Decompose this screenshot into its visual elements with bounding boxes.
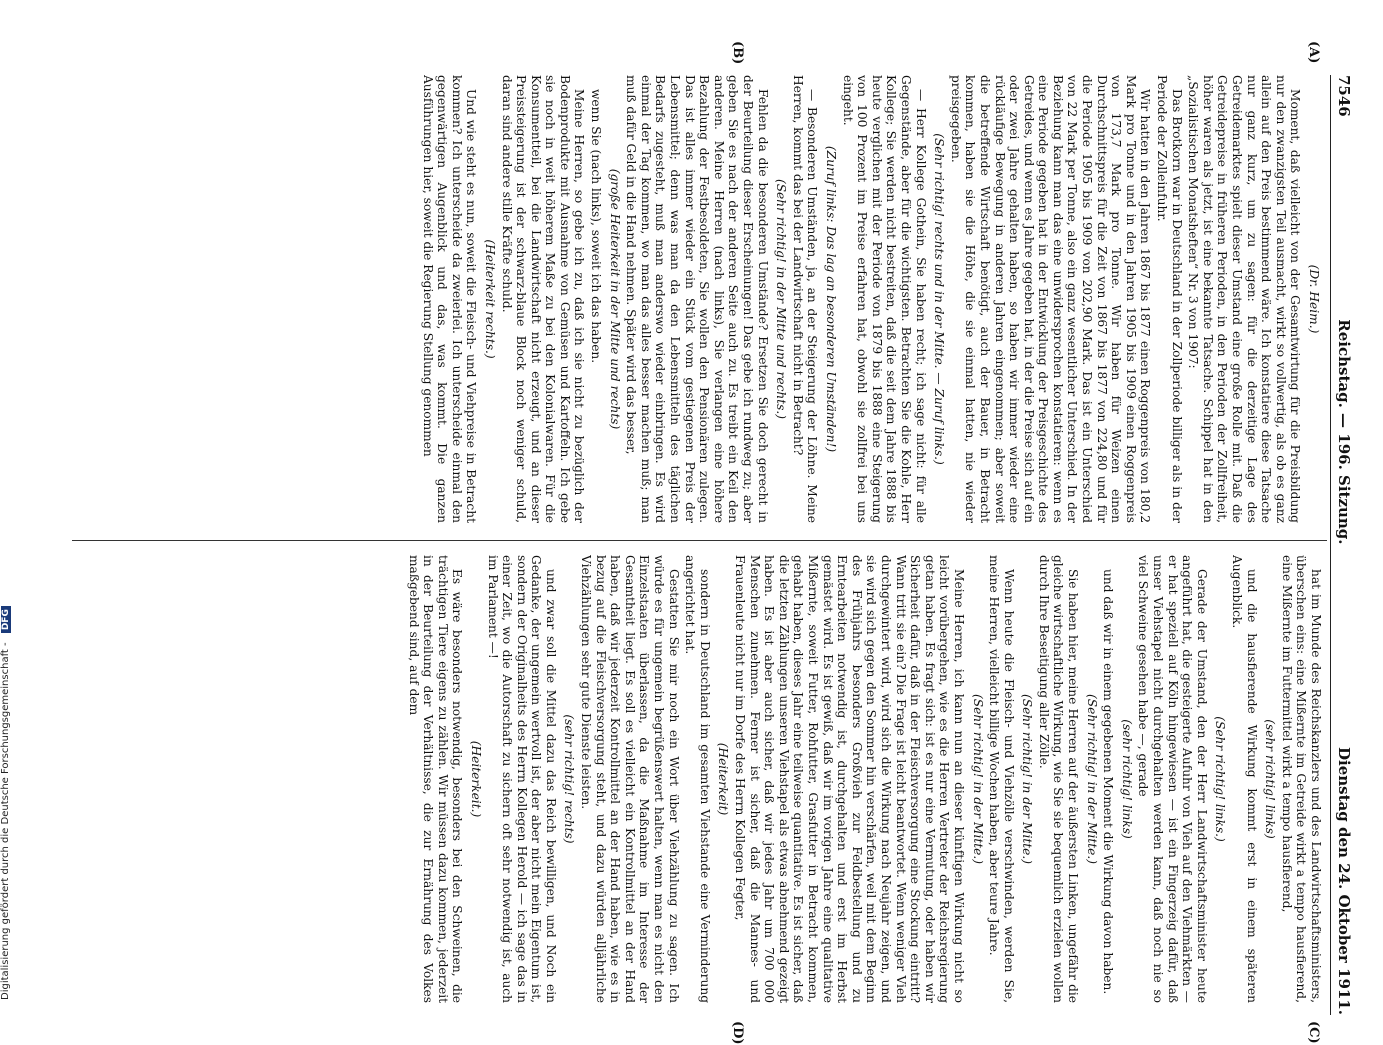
interjection: (Sehr richtig! in der Mitte.) (970, 694, 985, 864)
dfg-logo: DFG (1, 606, 11, 633)
interjection: (sehr richtig! rechts) (562, 714, 577, 844)
paragraph: und die hausfierende Wirkung kommt erst in einem späteren Augenblick. (1230, 555, 1259, 1003)
margin-letter-c: (C) (1306, 1021, 1321, 1044)
interjection: (Zuruf links: Das lag an besonderen Umständen!) (824, 145, 838, 453)
paragraph: sondern in Deutschland im gesamten Viehstande eine Verminderung angerichtet hat. (683, 555, 712, 1003)
paragraph: Meine Herren, ich kann nun an dieser künftigen Wirkung nicht so leicht vorübergehen, wie es die Herren Vertreter der Reichsregierung getan haben. Es fragt sich: ist es nur eine Vermutung, oder haben wir Sicherheit dafür, daß in der Fleischversorgung eine Stockung eintritt? Wann tritt sie ein? Die Frage ist leicht beantwortet. Wenn weniger Vieh durchgewintert wird, wird sich die Wirkung nach Neujahr zeigen, und sie wird sich gegen den Sommer hin verschärfen, weil mit dem Beginn des Frühjahrs besonders Großvieh zur Feldbestellung und zu Erntearbeiten notwendig ist, durchgehalten und erst im Herbst gemästet wird. Es ist gewiß, daß wir im vorigen Jahre eine qualitative Mißernte, soweit Futter, Rohfutter, Grasfutter in Betracht kommen, gehabt haben, dieses Jahr eine teilweise quantitative. Es ist sicher, daß die letzten Zählungen unseren Viehstapel als etwas abnehmend gezeigt haben. Es ist aber auch sicher, daß wir jedes Jahr um 700 000 Menschen zunehmen. Ferner ist sicher, daß die Mannes- und Frauenleute nicht nur im Dorfe des Herrn Kollegen Fegter, (733, 555, 966, 1003)
column-divider (72, 540, 1327, 541)
paragraph: Das Brotkorn war in Deutschland in der Zollperiode billiger als in der Periode der Zolleinfuhr. (1155, 75, 1184, 523)
paragraph: Sie haben hier, meine Herren auf der äußersten Linken, ungefähr die gleiche wirtschaftliche Wirkung, wie Sie sie bequemlich erzielen wollen durch Ihre Beseitigung aller Zölle. (1036, 555, 1081, 1003)
paragraph: und daß wir in einem gegebenen Moment die Wirkung davon haben. (1101, 569, 1116, 995)
paragraph: — Besonderen Umständen, ja, an der Steigerung der Löhne. Meine Herren, kommt das bei der Landwirtschaft nicht in Betracht? (790, 75, 820, 523)
interjection: (Heiterkeit.) (468, 740, 483, 818)
digitization-credit (0, 0, 11, 1000)
page-header (1330, 75, 1357, 1015)
interjection: (Heiterkeit rechts.) (482, 239, 497, 359)
interjection: (Sehr richtig! in der Mitte.) (1084, 694, 1099, 864)
credit-text: Digitalisierung gefördert durch die Deutsche Forschungsgemeinschaft - (0, 642, 11, 1000)
paragraph: — Herr Kollege Gothein, Sie haben recht; ich sage nicht: für alle Gegenstände, aber für die wichtigsten. Betrachten Sie die Kohle, Herr Kollege; Sie werden nicht bestreiten, daß die seit dem Jahre 1888 bis heute verglichen mit der Periode von 1879 bis 1888 eine Steigerung von 100 Prozent im Preise erfahren hat, obwohl sie zollfrei bei uns eingeht. (840, 75, 928, 523)
rotated-page (67, 41, 1357, 1045)
interjection: (Sehr richtig! in der Mitte und rechts.) (774, 178, 789, 420)
paragraph: hat im Munde des Reichskanzlers und des Landwirtschaftsministers, überschen eins: eine Mißernte im Getreide wirkt a tempo hausfierend, eine Mißernte im Futtermittel wirkt a tempo hausfierend, (1279, 555, 1323, 1003)
interjection: (Sehr richtig! links.) (1213, 716, 1228, 842)
speaker-label: (Dr. Heim.) (1307, 264, 1321, 334)
paragraph: und zwar soll die Mittel dazu das Reich bewilligen, und Noch ein Gedanke, der ungemein wertvoll ist, der aber nicht mein Eigentum ist, sondern der Originalheits des Herrn Kollegen Herold — ich sage das in einer Zeit, wo die Autorschaft zu sichern oft sehr notwendig ist, auch im Parlament —! (485, 555, 558, 1003)
right-column (73, 555, 1323, 1003)
paragraph: Wir hatten in den Jahren 1867 bis 1877 einen Roggenpreis von 180,2 Mark pro Tonne und in den Jahren 1905 bis 1909 einen Roggenpreis von 173,7 Mark pro Tonne. Wir haben für Weizen einen Durchschnittspreis für die Zeit von 1867 bis 1877 von 224,80 und für die Periode 1905 bis 1909 von 202,90 Mark. Das ist ein Unterschied von 22 Mark per Tonne, also ein ganz wesentlicher Unterschied. In der Beziehung kann man das eine unwidersprochen konstatieren: wenn es eine Periode gegeben hat in der Entwicklung der Preisgeschichte des Getreides, und wenn es Jahre gegeben hat, in der die Preise sich auf ein oder zwei Jahre gehalten haben, so haben wir immer wieder eine rückläufige Bewegung in anderen Jahren eingenommen; aber soweit die betreffende Wirtschaft benötigt, auch der Bauer, in Betracht kommen, haben sie die Höhe, die sie einmal hatten, nie wieder preisgegeben. (948, 75, 1153, 523)
session-title: Reichstag. — 196. Sitzung. (1335, 319, 1353, 545)
page-number: 7546 (1335, 75, 1353, 117)
session-date: Dienstag den 24. Oktober 1911. (1335, 747, 1353, 1015)
interjection: (große Heiterkeit in der Mitte und rechts) (607, 168, 622, 430)
margin-letter-b: (B) (730, 41, 745, 65)
paragraph: wenn Sie (nach links), soweit ich das haben. (589, 89, 604, 364)
paragraph: Gerade der Umstand, den der Herr Landwirtschaftsminister heute angeführt hat, die gesteigerte Aufuhr von Vieh auf den Viehmärkten — er hat speziell auf Köln hingewiesen — ist ein Fingerzeig dafür, daß unser Viehstapel nicht durchgehalten werden kann, daß noch nie so viel Schweine gesehen habe —, gerade (1136, 555, 1209, 1003)
paragraph: Wenn heute die Fleisch- und Viehzölle verschwinden, werden Sie, meine Herren, vielleicht billige Wochen haben, aber teure Jahre. (987, 555, 1016, 1003)
paragraph: Es wäre besonders notwendig, besonders bei den Schweinen, die trächtigen Tiere eigens zu zählen. Wir müssen dazu kommen, jederzeit in der Beurteilung der Verhältnisse, die zur Ernährung des Volkes maßgebend sind, auf dem (406, 555, 465, 1003)
left-column (73, 75, 1323, 523)
interjection: (Sehr richtig! rechts und in der Mitte. — Zuruf links.) (932, 133, 947, 465)
paragraph: Fehlen da die besonderen Umstände? Ersetzen Sie doch gerecht in der Beurteilung dieser Erscheinungen! Das gebe ich rundweg zu; aber geben Sie es nach der anderen Seite auch zu. Es treibt ein Keil den anderen. Meine Herren (nach links), Sie verlangen eine höhere Bezahlung der Festbesoldeten, Sie wollen den Pensionären zulegen. Das ist alles immer wieder ein Stück vom gestiegenen Preis der Lebensmittel; denn was man da den Lebensmitteln des täglichen Bedarfs zugesteht, muß man anderswo wieder einbringen. Es wird einmal der Tag kommen, wo man das alles besser machen muß; man muß dafür Geld in die Hand nehmen. Später wird das besser, (624, 75, 770, 523)
paragraph: Moment, daß vielleicht von der Gesamtwirtung für die Preisbildung nur den zwanzigsten Teil ausmacht, wirkt so vollwertig, als ob es ganz allein auf den Preis bestimmend wäre. Ich konstatiere diese Tatsache nur ganz kurz, um zu sagen: für die derzeitige Lage des Getreidemarktes spielt dieser Umstand eine große Rolle mit. Daß die Getreidepreise in früheren Perioden, in den Perioden der Zollfreiheit, höher waren als jetzt, ist eine bekannte Tatsache. Schippel hat in den „Sozialistischen Monatsheften“ Nr. 3 von 1907: (1186, 75, 1303, 523)
paragraph: Meine Herren, so gebe ich zu, daß ich sie nicht zu bezüglich der Bodenprodukte mit Ausnahme von Gemüsen und Kartoffeln. Ich gebe sie noch in weit höherem Maße zu bei den Kolonialwaren. Für die Konsumentteil, bei die Landwirtschaft nicht erzeugt, und an dieser Preissteigerung ist der schwarz-blaue Block noch weniger schuld, daran sind andere stille Kräfte schuld. (499, 75, 587, 523)
paragraph: Und wie steht es nun, soweit die Fleisch- und Viehpreise in Betracht kommen? Ich unterscheide da zweierlei. Ich unterscheide einmal den gegenwärtigen Augenblick und das, was kommt. Die ganzen Ausführungen hier, soweit die Regierung Stellung genommen (420, 75, 479, 523)
interjection: (sehr richtig! links) (1119, 719, 1134, 839)
margin-letter-a: (A) (1306, 41, 1321, 64)
interjection: (Sehr richtig! in der Mitte.) (1020, 694, 1035, 864)
interjection: (sehr richtig! links) (1263, 719, 1278, 839)
paragraph: Gestatten Sie mir noch ein Wort über Viehzählung zu sagen. Ich würde es für ungemein begrüßenswert halten, wenn man es nicht den Einzelstaaten überlassen, da die Maßnahme im Interesse der Gesamtheit liegt. Es soll es vielleicht ein Kontrollmittel an der Hand haben, daß wir jederzeit Kontrollmittel an der Hand haben, wie es in bezug auf die Fleischversorgung steht, und dazu würden alljährliche Viehzählungen sehr gute Dienste leisten. (579, 555, 681, 1003)
margin-letter-d: (D) (730, 1021, 745, 1045)
interjection: (Heiterkeit) (716, 742, 731, 816)
